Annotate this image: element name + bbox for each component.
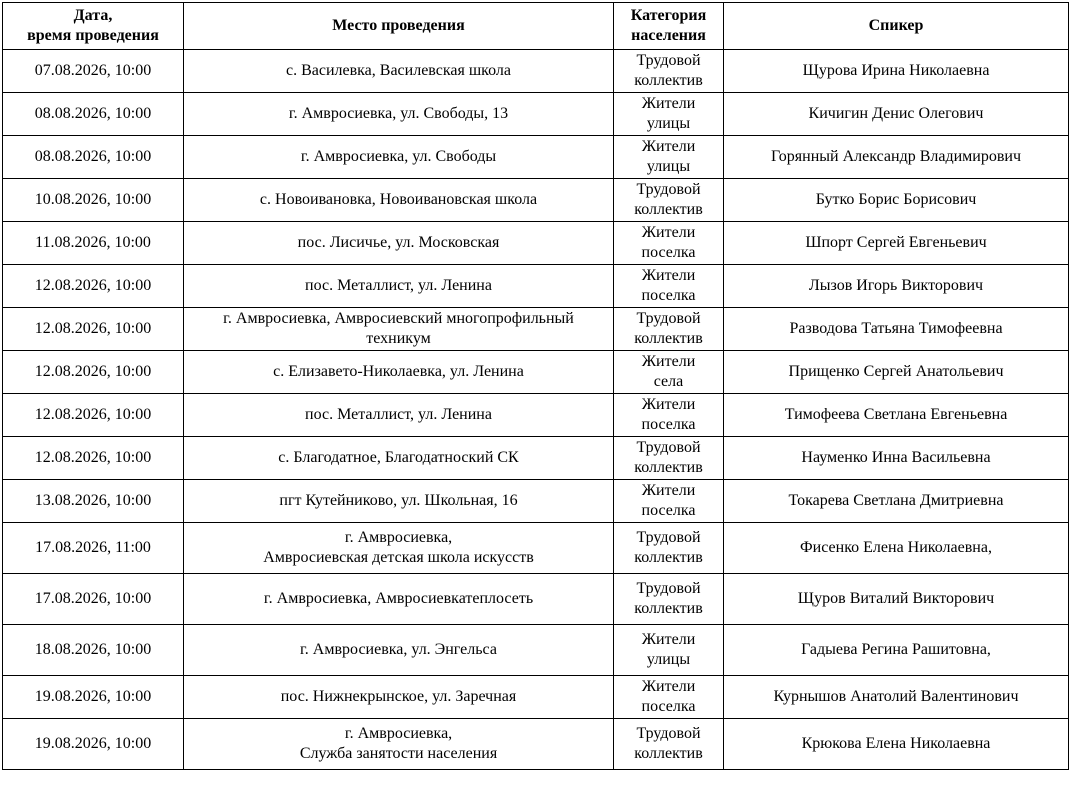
cell-date: 18.08.2026, 10:00 <box>3 625 184 676</box>
cell-speaker: Шпорт Сергей Евгеньевич <box>724 222 1069 265</box>
cell-category-line: коллектив <box>634 459 703 476</box>
cell-place-line: пос. Лисичье, ул. Московская <box>297 234 500 251</box>
cell-place-line: с. Благодатное, Благодатноский СК <box>278 449 519 466</box>
cell-date: 10.08.2026, 10:00 <box>3 179 184 222</box>
cell-speaker: Бутко Борис Борисович <box>724 179 1069 222</box>
cell-category-line: коллектив <box>634 201 703 218</box>
cell-category-line: села <box>653 373 684 390</box>
cell-place-line: пос. Нижнекрынское, ул. Заречная <box>280 688 517 705</box>
cell-speaker: Тимофеева Светлана Евгеньевна <box>724 394 1069 437</box>
cell-category-line: Жители <box>641 396 696 413</box>
table-row <box>3 676 1069 719</box>
cell-category-line: Трудовой <box>636 725 701 742</box>
cell-place-line: пгт Кутейниково, ул. Школьная, 16 <box>279 492 518 509</box>
cell-place-line: г. Амвросиевка, ул. Свободы, 13 <box>288 105 509 122</box>
cell-place-line: г. Амвросиевка, Амвросиевский многопрофильный <box>223 310 574 327</box>
header-row <box>3 3 1069 50</box>
cell-date: 08.08.2026, 10:00 <box>3 93 184 136</box>
cell-place <box>184 574 614 625</box>
cell-place <box>184 179 614 222</box>
cell-date: 12.08.2026, 10:00 <box>3 265 184 308</box>
cell-speaker: Фисенко Елена Николаевна, <box>724 523 1069 574</box>
cell-date: 12.08.2026, 10:00 <box>3 351 184 394</box>
cell-speaker: Токарева Светлана Дмитриевна <box>724 480 1069 523</box>
table-row <box>3 179 1069 222</box>
table-row <box>3 351 1069 394</box>
cell-category <box>614 222 724 265</box>
cell-category <box>614 719 724 770</box>
header-speaker: Спикер <box>724 3 1069 50</box>
cell-category <box>614 676 724 719</box>
cell-place-line: г. Амвросиевка, Амвросиевкатеплосеть <box>263 590 534 607</box>
cell-speaker: Разводова Татьяна Тимофеевна <box>724 308 1069 351</box>
cell-date: 19.08.2026, 10:00 <box>3 719 184 770</box>
table-row <box>3 136 1069 179</box>
cell-date: 17.08.2026, 10:00 <box>3 574 184 625</box>
cell-date: 19.08.2026, 10:00 <box>3 676 184 719</box>
cell-place <box>184 222 614 265</box>
header-category <box>614 3 724 50</box>
cell-place-line: пос. Металлист, ул. Ленина <box>305 277 492 294</box>
table-row <box>3 93 1069 136</box>
cell-place <box>184 308 614 351</box>
table-row <box>3 308 1069 351</box>
header-category-line-1: Категория <box>630 7 707 24</box>
cell-speaker: Прищенко Сергей Анатольевич <box>724 351 1069 394</box>
table-row <box>3 574 1069 625</box>
header-place: Место проведения <box>184 3 614 50</box>
cell-category <box>614 437 724 480</box>
cell-category <box>614 574 724 625</box>
cell-category-line: Трудовой <box>636 580 701 597</box>
cell-category-line: поселка <box>641 244 696 261</box>
cell-category-line: поселка <box>641 698 696 715</box>
cell-speaker: Щурова Ирина Николаевна <box>724 50 1069 93</box>
cell-category-line: Трудовой <box>636 439 701 456</box>
cell-place <box>184 50 614 93</box>
cell-category-line: Трудовой <box>636 310 701 327</box>
table-row <box>3 480 1069 523</box>
cell-place <box>184 437 614 480</box>
cell-category-line: Трудовой <box>636 52 701 69</box>
cell-speaker: Лызов Игорь Викторович <box>724 265 1069 308</box>
cell-category-line: Жители <box>641 678 696 695</box>
cell-category-line: Трудовой <box>636 181 701 198</box>
cell-place-line: г. Амвросиевка, ул. Энгельса <box>300 641 497 658</box>
cell-date: 17.08.2026, 11:00 <box>3 523 184 574</box>
cell-place <box>184 93 614 136</box>
cell-date: 12.08.2026, 10:00 <box>3 308 184 351</box>
table-row <box>3 265 1069 308</box>
table-row <box>3 523 1069 574</box>
cell-category <box>614 93 724 136</box>
header-date-line-2: время проведения <box>27 27 159 44</box>
cell-speaker: Кичигин Денис Олегович <box>724 93 1069 136</box>
cell-speaker: Гадыева Регина Рашитовна, <box>724 625 1069 676</box>
cell-place-line: с. Елизавето-Николаевка, ул. Ленина <box>273 363 524 380</box>
header-date-line-1: Дата, <box>73 7 113 24</box>
table-row <box>3 50 1069 93</box>
cell-category-line: поселка <box>641 502 696 519</box>
header-category-line-2: населения <box>631 27 706 44</box>
cell-category-line: Жители <box>641 95 696 112</box>
cell-place <box>184 351 614 394</box>
cell-place-line: Амвросиевская детская школа искусств <box>263 549 534 566</box>
cell-speaker: Крюкова Елена Николаевна <box>724 719 1069 770</box>
table-header <box>3 3 1069 50</box>
cell-place <box>184 676 614 719</box>
cell-category <box>614 394 724 437</box>
cell-category <box>614 179 724 222</box>
cell-category <box>614 351 724 394</box>
cell-category <box>614 50 724 93</box>
cell-date: 11.08.2026, 10:00 <box>3 222 184 265</box>
cell-date: 13.08.2026, 10:00 <box>3 480 184 523</box>
cell-category-line: поселка <box>641 416 696 433</box>
cell-category-line: Жители <box>641 138 696 155</box>
cell-category-line: Жители <box>641 631 696 648</box>
cell-category-line: улицы <box>646 651 691 668</box>
cell-category-line: Трудовой <box>636 529 701 546</box>
cell-category-line: поселка <box>641 287 696 304</box>
table-row <box>3 394 1069 437</box>
cell-place-line: с. Василевка, Василевская школа <box>285 62 512 79</box>
cell-category <box>614 136 724 179</box>
cell-date: 12.08.2026, 10:00 <box>3 394 184 437</box>
cell-date: 08.08.2026, 10:00 <box>3 136 184 179</box>
table-row <box>3 437 1069 480</box>
cell-place-line: г. Амвросиевка, <box>344 725 453 742</box>
schedule-table <box>2 2 1069 770</box>
cell-category-line: Жители <box>641 224 696 241</box>
cell-speaker: Науменко Инна Васильевна <box>724 437 1069 480</box>
cell-category-line: улицы <box>646 158 691 175</box>
cell-place-line: Служба занятости населения <box>299 745 498 762</box>
cell-speaker: Горянный Александр Владимирович <box>724 136 1069 179</box>
cell-category-line: Жители <box>641 482 696 499</box>
cell-place <box>184 136 614 179</box>
table-body <box>3 50 1069 770</box>
cell-speaker: Щуров Виталий Викторович <box>724 574 1069 625</box>
cell-place-line: с. Новоивановка, Новоивановская школа <box>259 191 538 208</box>
cell-place <box>184 719 614 770</box>
cell-category-line: улицы <box>646 115 691 132</box>
cell-category <box>614 265 724 308</box>
cell-place <box>184 394 614 437</box>
cell-place-line: техникум <box>366 330 431 347</box>
cell-category <box>614 480 724 523</box>
cell-place-line: г. Амвросиевка, ул. Свободы <box>300 148 497 165</box>
cell-place <box>184 625 614 676</box>
header-date <box>3 3 184 50</box>
cell-date: 12.08.2026, 10:00 <box>3 437 184 480</box>
cell-place <box>184 265 614 308</box>
cell-category-line: коллектив <box>634 330 703 347</box>
cell-category-line: Жители <box>641 267 696 284</box>
cell-place <box>184 480 614 523</box>
table-row <box>3 719 1069 770</box>
table-row <box>3 625 1069 676</box>
cell-category-line: коллектив <box>634 600 703 617</box>
cell-place <box>184 523 614 574</box>
table-row <box>3 222 1069 265</box>
cell-place-line: пос. Металлист, ул. Ленина <box>305 406 492 423</box>
cell-category-line: Жители <box>641 353 696 370</box>
cell-place-line: г. Амвросиевка, <box>344 529 453 546</box>
cell-category-line: коллектив <box>634 745 703 762</box>
cell-date: 07.08.2026, 10:00 <box>3 50 184 93</box>
cell-category <box>614 625 724 676</box>
cell-category-line: коллектив <box>634 549 703 566</box>
cell-speaker: Курнышов Анатолий Валентинович <box>724 676 1069 719</box>
cell-category-line: коллектив <box>634 72 703 89</box>
cell-category <box>614 308 724 351</box>
cell-category <box>614 523 724 574</box>
